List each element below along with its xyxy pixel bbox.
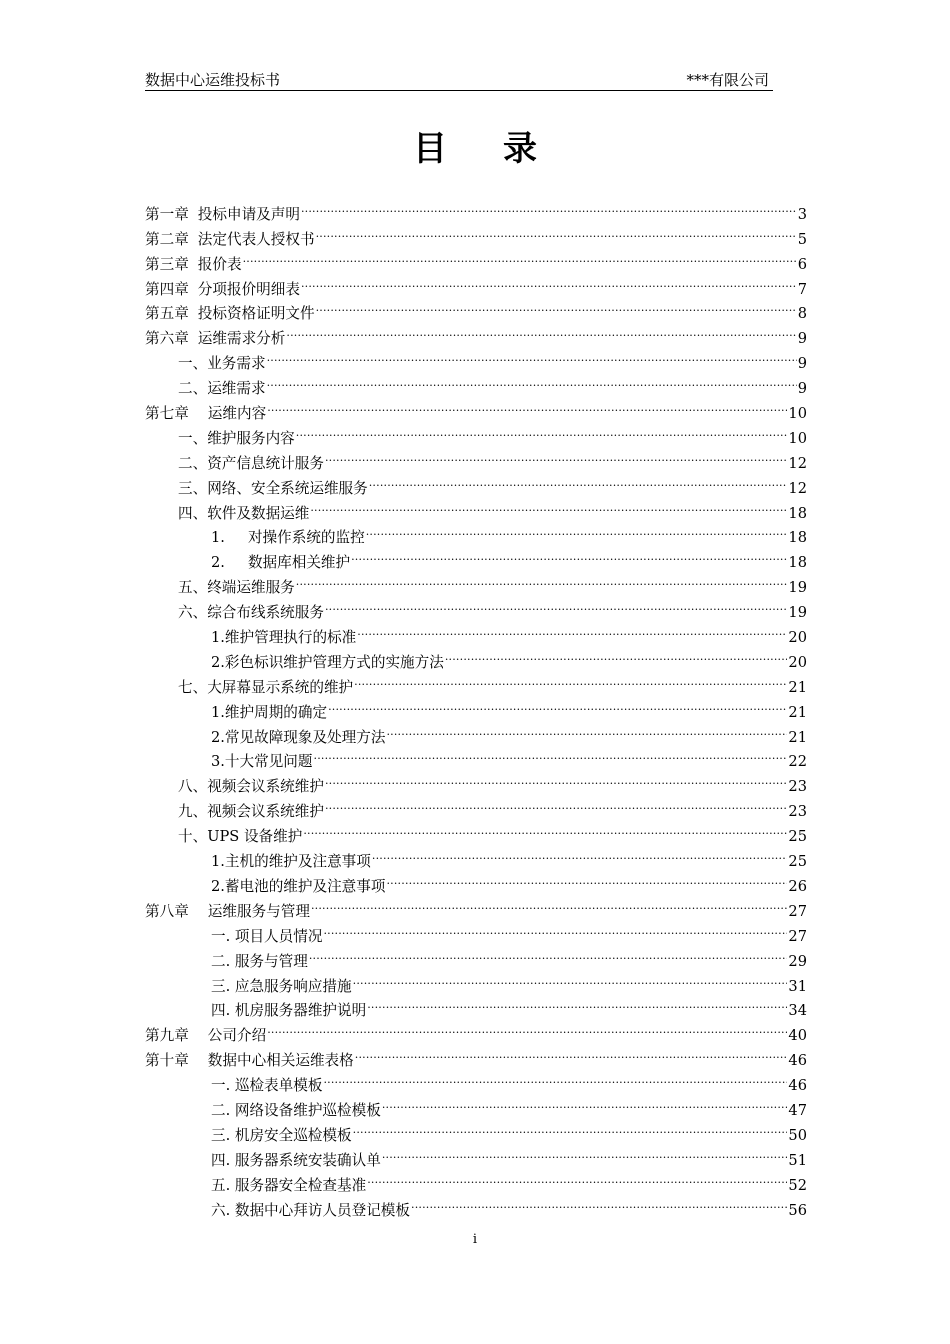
toc-entry-leader <box>303 816 787 841</box>
toc-entry-leader <box>296 567 788 592</box>
toc-entry-label: 五、终端运维服务 <box>178 579 295 597</box>
toc-entry-page: 21 <box>788 678 807 696</box>
toc-entry-leader <box>325 791 787 816</box>
toc-entry-label: 十、UPS 设备维护 <box>178 828 303 846</box>
toc-entry-number: 第七章 <box>145 405 189 423</box>
toc-entry-leader <box>301 269 797 294</box>
toc-entry[interactable] <box>145 318 807 348</box>
toc-entry-page: 9 <box>797 380 807 398</box>
toc-entry-label: 运维需求分析 <box>197 330 286 348</box>
toc-heading: 目录 <box>413 129 593 169</box>
toc-entry[interactable] <box>145 1040 807 1070</box>
toc-entry-label: 1.主机的维护及注意事项 <box>211 853 371 871</box>
toc-entry-label: 运维内容 <box>207 405 267 423</box>
toc-entry-leader <box>351 542 787 567</box>
toc-entry-label: 二. 网络设备维护巡检模板 <box>211 1101 381 1119</box>
toc-entry-label: 四. 服务器系统安装确认单 <box>211 1151 381 1169</box>
toc-entry-label: 1.维护管理执行的标准 <box>211 629 357 647</box>
toc-entry[interactable] <box>145 692 807 721</box>
toc-entry[interactable] <box>145 294 807 323</box>
toc-entry-leader <box>353 1115 788 1140</box>
toc-entry-page: 21 <box>788 728 807 746</box>
toc-entry-label: 3.十大常见问题 <box>211 753 313 771</box>
toc-entry[interactable] <box>145 368 807 398</box>
toc-entry[interactable] <box>145 194 807 223</box>
toc-entry-page: 25 <box>788 828 807 846</box>
toc-entry-label: 六. 数据中心拜访人员登记模板 <box>211 1201 410 1219</box>
toc-entry-page: 7 <box>797 280 807 298</box>
toc-entry[interactable] <box>145 418 807 447</box>
toc-entry-label: 数据库相关维护 <box>247 554 351 572</box>
toc-entry-label: 四、软件及数据运维 <box>178 504 310 522</box>
toc-entry-label: 法定代表人授权书 <box>197 230 315 248</box>
toc-entry-number: 第三章 <box>145 255 189 273</box>
toc-entry-page: 25 <box>788 853 807 871</box>
toc-entry-page: 21 <box>788 703 807 721</box>
toc-entry-number: 第二章 <box>145 230 189 248</box>
company-name: ***有限公司 <box>686 71 769 89</box>
toc-entry[interactable] <box>145 592 807 622</box>
toc-entry-label: 三、网络、安全系统运维服务 <box>178 479 368 497</box>
toc-entry-label: 一. 巡检表单模板 <box>211 1077 323 1095</box>
toc-entry-label: 六、综合布线系统服务 <box>178 604 324 622</box>
toc-entry-number: 第五章 <box>145 305 189 323</box>
toc-entry[interactable] <box>145 742 807 771</box>
document-title: 数据中心运维投标书 <box>145 71 281 89</box>
toc-entry-leader <box>369 468 788 493</box>
toc-entry-leader <box>325 592 787 617</box>
toc-entry-page: 18 <box>788 554 807 572</box>
toc-entry-label: 1.维护周期的确定 <box>211 703 328 721</box>
toc-entry[interactable] <box>145 866 807 895</box>
toc-entry-label: 2.常见故障现象及处理方法 <box>211 728 386 746</box>
toc-entry-label: 2.彩色标识维护管理方式的实施方法 <box>211 653 444 671</box>
toc-entry[interactable] <box>145 1190 807 1219</box>
toc-entry-page: 52 <box>788 1176 807 1194</box>
toc-entry[interactable] <box>145 1140 807 1169</box>
toc-entry[interactable] <box>145 816 807 846</box>
toc-entry-page: 51 <box>788 1151 807 1169</box>
toc-entry-leader <box>301 194 797 219</box>
table-of-contents <box>145 194 807 1219</box>
toc-entry-page: 27 <box>788 927 807 945</box>
toc-entry-leader <box>310 493 787 518</box>
toc-entry[interactable] <box>145 518 807 547</box>
toc-entry-label: 运维服务与管理 <box>207 902 310 920</box>
toc-entry-leader <box>267 368 797 393</box>
toc-entry-leader <box>316 219 797 244</box>
toc-entry-number: 第十章 <box>145 1052 189 1070</box>
toc-entry-leader <box>243 244 797 269</box>
toc-entry-page: 47 <box>788 1101 807 1119</box>
toc-entry-label: 分项报价明细表 <box>197 280 300 298</box>
toc-entry-label: 对操作系统的监控 <box>247 529 365 547</box>
toc-entry-label: 公司介绍 <box>207 1027 267 1045</box>
toc-entry-leader <box>286 318 796 343</box>
toc-entry-page: 8 <box>797 305 807 323</box>
toc-entry[interactable] <box>145 642 807 671</box>
toc-entry-label: 四. 机房服务器维护说明 <box>211 1002 367 1020</box>
toc-entry-page: 19 <box>788 604 807 622</box>
toc-entry-leader <box>386 717 787 742</box>
toc-entry[interactable] <box>145 791 807 821</box>
toc-entry-page: 5 <box>797 230 807 248</box>
toc-entry[interactable] <box>145 567 807 597</box>
toc-entry-leader <box>366 518 788 543</box>
toc-entry-label: 二. 服务与管理 <box>211 952 308 970</box>
toc-entry-leader <box>382 1090 788 1115</box>
toc-entry-label: 三. 应急服务响应措施 <box>211 977 352 995</box>
toc-entry-label: 九、视频会议系统维护 <box>178 803 324 821</box>
toc-entry-page: 29 <box>788 952 807 970</box>
toc-entry-number: 第八章 <box>145 902 189 920</box>
toc-entry-leader <box>267 343 797 368</box>
toc-entry-leader <box>323 916 787 941</box>
toc-entry[interactable] <box>145 393 807 423</box>
toc-entry-leader <box>267 1015 787 1040</box>
toc-entry-page: 23 <box>788 803 807 821</box>
toc-entry-page: 19 <box>788 579 807 597</box>
toc-entry[interactable] <box>145 1065 807 1095</box>
toc-entry[interactable] <box>145 1115 807 1144</box>
toc-entry-number: 第一章 <box>145 205 189 223</box>
toc-entry-label: 七、大屏幕显示系统的维护 <box>178 678 354 696</box>
toc-entry-label: 二、资产信息统计服务 <box>178 454 324 472</box>
toc-entry-label: 三. 机房安全巡检模板 <box>211 1126 352 1144</box>
toc-entry-leader <box>325 766 787 791</box>
toc-entry-page: 10 <box>788 429 807 447</box>
toc-entry-leader <box>353 966 788 991</box>
toc-entry-page: 3 <box>797 205 807 223</box>
toc-entry-page: 20 <box>788 629 807 647</box>
toc-entry-label: 数据中心相关运维表格 <box>207 1052 354 1070</box>
toc-entry-number: 1. <box>211 529 225 547</box>
toc-entry-label: 2.蓄电池的维护及注意事项 <box>211 877 386 895</box>
toc-entry-label: 报价表 <box>197 255 242 273</box>
toc-entry-leader <box>445 642 788 667</box>
toc-entry[interactable] <box>145 343 807 373</box>
toc-entry-label: 一、维护服务内容 <box>178 429 295 447</box>
toc-entry[interactable] <box>145 841 807 871</box>
toc-entry-label: 五. 服务器安全检查基准 <box>211 1176 367 1194</box>
toc-entry-page: 12 <box>788 454 807 472</box>
toc-entry-page: 27 <box>788 902 807 920</box>
toc-entry-page: 46 <box>788 1052 807 1070</box>
toc-entry[interactable] <box>145 991 807 1020</box>
toc-entry-leader <box>309 941 788 966</box>
toc-entry-page: 34 <box>788 1002 807 1020</box>
toc-entry-number: 2. <box>211 554 225 572</box>
toc-entry-leader <box>314 742 788 767</box>
toc-entry-page: 46 <box>788 1077 807 1095</box>
toc-entry[interactable] <box>145 219 807 248</box>
toc-entry-label: 投标资格证明文件 <box>197 305 315 323</box>
toc-entry-page: 56 <box>788 1201 807 1219</box>
toc-entry-leader <box>267 393 787 418</box>
toc-entry-leader <box>411 1190 787 1215</box>
toc-entry[interactable] <box>145 766 807 796</box>
toc-entry-leader <box>316 294 797 319</box>
toc-entry-leader <box>386 866 787 891</box>
toc-entry-page: 12 <box>788 479 807 497</box>
toc-entry-label: 八、视频会议系统维护 <box>178 778 324 796</box>
toc-entry-page: 9 <box>797 355 807 373</box>
toc-entry[interactable] <box>145 717 807 746</box>
toc-entry-label: 一. 项目人员情况 <box>211 927 323 945</box>
toc-entry-leader <box>372 841 788 866</box>
toc-entry-leader <box>296 418 788 443</box>
toc-entry[interactable] <box>145 493 807 522</box>
toc-entry[interactable] <box>145 244 807 273</box>
toc-entry-leader <box>311 891 787 916</box>
toc-entry[interactable] <box>145 269 807 298</box>
toc-entry-page: 20 <box>788 653 807 671</box>
toc-entry-page: 31 <box>788 977 807 995</box>
toc-entry-page: 23 <box>788 778 807 796</box>
toc-entry[interactable] <box>145 891 807 920</box>
toc-entry[interactable] <box>145 941 807 970</box>
toc-entry-label: 二、运维需求 <box>178 380 266 398</box>
toc-entry[interactable] <box>145 468 807 497</box>
toc-entry[interactable] <box>145 966 807 995</box>
toc-entry-leader <box>323 1065 787 1090</box>
toc-entry-leader <box>354 667 787 692</box>
toc-entry[interactable] <box>145 1165 807 1194</box>
toc-entry[interactable] <box>145 617 807 647</box>
toc-entry[interactable] <box>145 1015 807 1045</box>
page-number: i <box>472 1232 478 1247</box>
toc-entry-leader <box>325 443 787 468</box>
toc-entry-number: 第六章 <box>145 330 189 348</box>
toc-entry-leader <box>355 1040 788 1065</box>
toc-entry-label: 投标申请及声明 <box>197 205 300 223</box>
toc-entry-page: 22 <box>788 753 807 771</box>
toc-entry-page: 50 <box>788 1126 807 1144</box>
toc-entry-page: 9 <box>797 330 807 348</box>
toc-entry-label: 一、业务需求 <box>178 355 266 373</box>
toc-entry-leader <box>382 1140 788 1165</box>
toc-entry-page: 40 <box>788 1027 807 1045</box>
toc-entry-leader <box>367 991 787 1016</box>
toc-entry-leader <box>367 1165 787 1190</box>
toc-entry-leader <box>328 692 787 717</box>
toc-entry-page: 6 <box>797 255 807 273</box>
toc-entry[interactable] <box>145 542 807 572</box>
toc-entry-number: 第四章 <box>145 280 189 298</box>
toc-entry-number: 第九章 <box>145 1027 189 1045</box>
toc-entry[interactable] <box>145 1090 807 1119</box>
toc-entry[interactable] <box>145 443 807 472</box>
toc-entry[interactable] <box>145 916 807 945</box>
page-header <box>145 68 773 91</box>
toc-entry-page: 10 <box>788 405 807 423</box>
toc-entry-page: 26 <box>788 877 807 895</box>
toc-entry-page: 18 <box>788 504 807 522</box>
toc-entry-leader <box>357 617 787 642</box>
toc-entry-page: 18 <box>788 529 807 547</box>
toc-entry[interactable] <box>145 667 807 696</box>
